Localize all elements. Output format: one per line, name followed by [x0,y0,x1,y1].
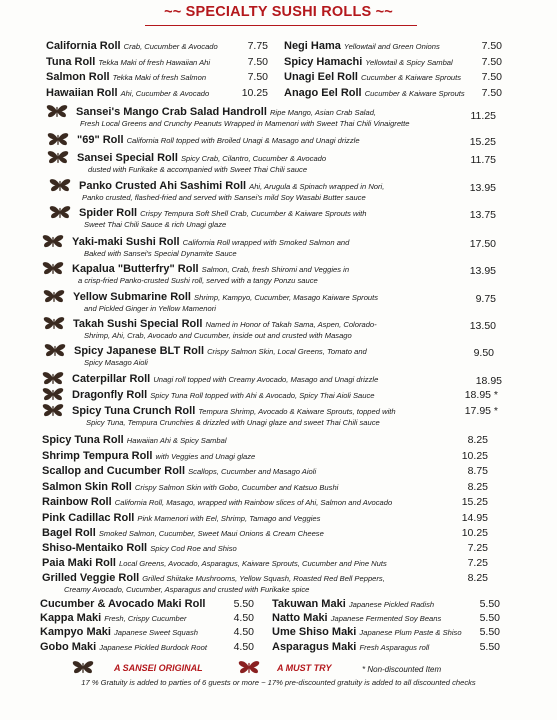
butterfly-icon [44,343,66,358]
item-description: Fresh Asparagus roll [359,643,430,652]
item-price: 17.50 [469,238,496,250]
menu-item [46,87,209,100]
item-description-line2: Panko crusted, flashed-fried and served with Sansei's mild Soy Wasabi Butter sauce [82,193,366,202]
item-price: 5.50 [479,612,500,624]
item-description: Unagi roll topped with Creamy Avocado, Masago and Unagi drizzle [153,375,379,384]
menu-item [76,106,376,119]
item-name: Salmon Roll [46,71,110,83]
item-price: 4.50 [233,626,254,638]
menu-item [284,56,453,69]
item-price: 7.50 [481,71,502,83]
menu-item [42,542,237,555]
item-name: Spicy Hamachi [284,56,363,68]
menu-item [42,450,255,463]
item-description: Spicy Cod Roe and Shiso [150,544,237,553]
menu-item [77,152,326,165]
item-description-line2: a crisp-fried Panko-crusted Sushi roll, served with a tangy Ponzu sauce [78,276,318,285]
menu-item [46,56,210,69]
menu-item [72,373,378,386]
menu-item [40,598,205,611]
butterfly-icon [42,234,64,249]
menu-item [272,641,429,654]
menu-item [42,434,227,447]
item-price: 4.50 [233,641,254,653]
item-name: Ume Shiso Maki [272,626,357,638]
item-name: Spicy Tuna Roll [42,434,124,446]
item-price: 14.95 [461,512,488,524]
item-price: 15.25 [461,496,488,508]
item-name: "69" Roll [77,134,124,146]
legend-sansei-original: A SANSEI ORIGINAL [114,663,203,673]
item-name: Unagi Eel Roll [284,71,358,83]
title-underline [145,25,417,26]
item-description: Hawaiian Ahi & Spicy Sambal [126,436,227,445]
item-description: Cucumber & Kaiware Sprouts [361,73,462,82]
menu-item [42,557,387,570]
menu-item [79,180,384,193]
item-name: Natto Maki [272,612,328,624]
item-price: 8.25 [467,572,488,584]
menu-item [40,641,207,654]
item-name: Takah Sushi Special Roll [73,318,203,330]
butterfly-icon [42,261,64,276]
menu-item [284,40,440,53]
item-description-line2: Fresh Local Greens and Crunchy Peanuts Wrapped in Mamenori with Sweet Thai Chili Vinaigrette [80,119,410,128]
item-description: Japanese Plum Paste & Shiso [359,628,462,637]
item-description: Pink Mamenori with Eel, Shrimp, Tamago and Veggies [137,514,321,523]
item-description-line2: Spicy Masago Aioli [84,358,148,367]
item-description-line2: Spicy Tuna, Tempura Crunchies & drizzled with Unagi glaze and sweet Thai Chili sauce [86,418,380,427]
item-name: Spicy Japanese BLT Roll [74,345,205,357]
butterfly-icon [72,660,94,675]
item-price: 5.50 [233,598,254,610]
menu-item [42,465,316,478]
item-description: Spicy Tuna Roll topped with Ahi & Avocado, Spicy Thai Aioli Sauce [150,391,375,400]
butterfly-icon [49,178,71,193]
menu-item [77,134,360,147]
item-name: Takuwan Maki [272,598,346,610]
item-description-line2: Sweet Thai Chili Sauce & rich Unagi glaze [84,220,227,229]
menu-item [272,598,434,611]
menu-item [42,572,385,585]
item-price: 18.95 * [464,389,498,401]
item-description: Scallops, Cucumber and Masago Aioli [188,467,317,476]
item-description: Crispy Salmon Skin, Local Greens, Tomato and [207,347,367,356]
item-name: Tuna Roll [46,56,96,68]
item-description: Ahi, Cucumber & Avocado [120,89,210,98]
item-name: Negi Hama [284,40,341,52]
butterfly-icon [42,403,64,418]
menu-item [40,626,198,639]
butterfly-icon [47,150,69,165]
item-description: Japanese Fermented Soy Beans [330,614,442,623]
item-description: Crispy Tempura Soft Shell Crab, Cucumber & Kaiware Sprouts with [140,209,367,218]
item-price: 7.50 [481,40,502,52]
item-description: with Veggies and Unagi glaze [155,452,256,461]
item-description: Ripe Mango, Asian Crab Salad, [269,108,377,117]
item-name: Sansei Special Roll [77,152,178,164]
menu-item [42,496,392,509]
item-description: California Roll wrapped with Smoked Salmon and [182,238,350,247]
item-description-line2: Baked with Sansei's Special Dynamite Sauce [84,249,237,258]
item-description: Named in Honor of Takah Sama, Aspen, Colorado- [205,320,377,329]
item-price: 7.50 [247,71,268,83]
item-name: Yellow Submarine Roll [73,291,191,303]
item-price: 5.50 [479,626,500,638]
item-price: 10.25 [461,450,488,462]
menu-item [42,527,324,540]
menu-item [72,389,375,402]
butterfly-icon [43,316,65,331]
item-name: Rainbow Roll [42,496,112,508]
item-description: Tekka Maki of fresh Salmon [112,73,207,82]
menu-item [72,263,349,276]
item-name: Panko Crusted Ahi Sashimi Roll [79,180,247,192]
item-description: Tekka Maki of fresh Hawaiian Ahi [98,58,211,67]
item-description: Fresh, Crispy Cucumber [104,614,187,623]
butterfly-icon [42,371,64,386]
menu-item [74,345,367,358]
legend-must-try: A MUST TRY [277,663,332,673]
item-description: California Roll, Masago, wrapped with Rainbow slices of Ahi, Salmon and Avocado [114,498,393,507]
menu-item [40,612,187,625]
item-price: 18.95 [475,375,502,387]
item-description-line2: and Pickled Ginger in Yellow Mamenori [84,304,216,313]
item-description-line2: Creamy Avocado, Cucumber, Asparagus and crusted with Furikake spice [64,585,310,594]
butterfly-icon [47,132,69,147]
item-price: 13.95 [469,182,496,194]
item-name: Pink Cadillac Roll [42,512,135,524]
item-price: 13.50 [469,320,496,332]
item-name: Dragonfly Roll [72,389,148,401]
item-price: 17.95 * [464,405,498,417]
menu-item [272,626,462,639]
menu-item [46,40,218,53]
item-price: 10.25 [461,527,488,539]
menu-item [42,512,320,525]
item-price: 7.25 [467,557,488,569]
butterfly-icon [49,205,71,220]
item-description: Local Greens, Avocado, Asparagus, Kaiware Sprouts, Cucumber and Pine Nuts [119,559,387,568]
item-description: Yellowtail and Green Onions [343,42,440,51]
item-description: Japanese Sweet Squash [113,628,198,637]
item-description: Japanese Pickled Radish [348,600,435,609]
item-name: Grilled Veggie Roll [42,572,140,584]
item-name: Kapalua "Butterfry" Roll [72,263,199,275]
item-name: Shiso-Mentaiko Roll [42,542,148,554]
menu-item [46,71,206,84]
item-name: Shrimp Tempura Roll [42,450,153,462]
item-name: Anago Eel Roll [284,87,362,99]
footer-gratuity-note: 17 % Gratuity is added to parties of 6 guests or more ~ 17% pre-discounted gratuity is added to all discounted checks [81,678,476,687]
item-name: Cucumber & Avocado Maki Roll [40,598,206,610]
item-price: 9.75 [475,293,496,305]
menu-item [272,612,441,625]
item-description: California Roll topped with Broiled Unagi & Masago and Unagi drizzle [126,136,360,145]
item-description: Crispy Salmon Skin with Gobo, Cucumber and Katsuo Bushi [134,483,339,492]
item-description: Smoked Salmon, Cucumber, Sweet Maui Onions & Cream Cheese [98,529,324,538]
item-price: 10.25 [241,87,268,99]
menu-item [73,318,377,331]
item-description: Ahi, Arugula & Spinach wrapped in Nori, [249,182,385,191]
item-description: Japanese Pickled Burdock Root [99,643,207,652]
butterfly-icon [42,387,64,402]
item-price: 8.25 [467,481,488,493]
item-description: Cucumber & Kaiware Sprouts [364,89,465,98]
item-price: 5.50 [479,641,500,653]
item-price: 7.25 [467,542,488,554]
menu-item [284,71,461,84]
item-description-line2: Shrimp, Ahi, Crab, Avocado and Cucumber, inside out and crusted with Masago [84,331,352,340]
item-name: Scallop and Cucumber Roll [42,465,186,477]
menu-item [284,87,465,100]
item-name: Caterpillar Roll [72,373,151,385]
item-description: Tempura Shrimp, Avocado & Kaiware Sprouts, topped with [198,407,396,416]
menu-item [79,207,366,220]
butterfly-icon [46,104,68,119]
menu-item [42,481,338,494]
butterfly-icon-red [238,660,260,675]
item-name: Kampyo Maki [40,626,111,638]
item-name: Spicy Tuna Crunch Roll [72,405,196,417]
item-name: Asparagus Maki [272,641,357,653]
item-price: 7.50 [247,56,268,68]
item-price: 13.95 [469,265,496,277]
item-price: 11.25 [470,110,496,122]
item-price: 5.50 [479,598,500,610]
item-name: Spider Roll [79,207,138,219]
item-description: Grilled Shiitake Mushrooms, Yellow Squash, Roasted Red Bell Peppers, [142,574,385,583]
menu-item [72,236,349,249]
item-price: 7.75 [247,40,268,52]
item-description: Yellowtail & Spicy Sambal [365,58,453,67]
item-price: 11.75 [470,154,496,166]
legend-non-discount: * Non-discounted Item [362,665,442,674]
item-price: 8.25 [467,434,488,446]
item-name: Sansei's Mango Crab Salad Handroll [76,106,267,118]
item-description-line2: dusted with Furikake & accompanied with Sweet Thai Chili sauce [88,165,308,174]
menu-item [72,405,396,418]
item-name: Gobo Maki [40,641,97,653]
item-name: Hawaiian Roll [46,87,118,99]
item-name: Bagel Roll [42,527,96,539]
item-description: Crab, Cucumber & Avocado [123,42,218,51]
item-description: Spicy Crab, Cilantro, Cucumber & Avocado [180,154,327,163]
item-description: Shrimp, Kampyo, Cucumber, Masago Kaiware Sprouts [194,293,379,302]
item-price: 7.50 [481,87,502,99]
item-name: Paia Maki Roll [42,557,116,569]
item-price: 9.50 [473,347,494,359]
item-price: 8.75 [467,465,488,477]
menu-title: ~~ SPECIALTY SUSHI ROLLS ~~ [0,4,557,20]
item-name: Yaki-maki Sushi Roll [72,236,180,248]
menu-item [73,291,378,304]
item-name: Salmon Skin Roll [42,481,132,493]
item-price: 13.75 [469,209,496,221]
butterfly-icon [43,289,65,304]
item-price: 4.50 [233,612,254,624]
item-price: 15.25 [469,136,496,148]
item-name: California Roll [46,40,121,52]
item-name: Kappa Maki [40,612,102,624]
item-description: Salmon, Crab, fresh Shiromi and Veggies in [201,265,350,274]
item-price: 7.50 [481,56,502,68]
